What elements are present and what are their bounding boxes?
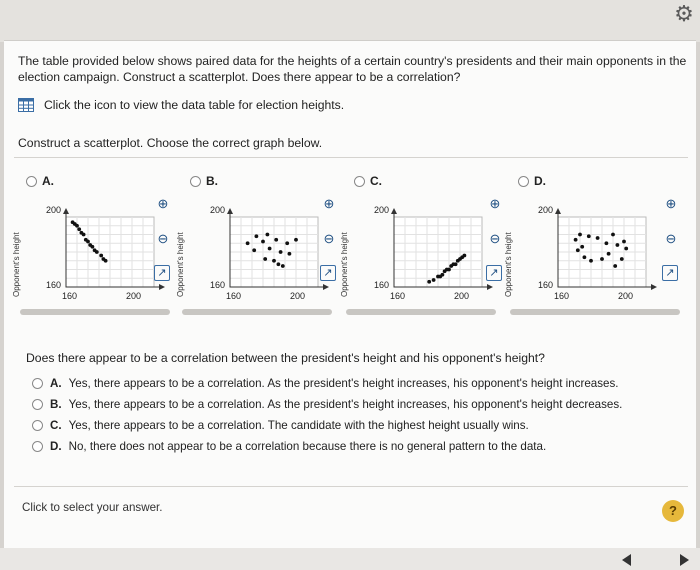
data-point [279, 250, 283, 254]
radio-answer-a[interactable] [32, 378, 43, 389]
data-point [574, 238, 578, 242]
y-axis-label: Opponent's height [12, 232, 21, 297]
x-tick-right: 200 [454, 291, 470, 301]
data-point [277, 262, 281, 266]
data-point [578, 233, 582, 237]
scrollbar-d[interactable] [510, 309, 680, 315]
y-axis-arrow [63, 208, 69, 214]
data-point [607, 252, 611, 256]
x-tick-left: 160 [62, 291, 78, 301]
help-button[interactable]: ? [662, 500, 684, 522]
popout-icon[interactable]: ↗ [486, 265, 502, 281]
answer-option-d[interactable]: D. No, there does not appear to be a correlation because there is no general pattern to the data. [32, 440, 546, 453]
zoom-in-icon[interactable]: ⊕ [323, 196, 335, 211]
popout-icon[interactable]: ↗ [320, 265, 336, 281]
top-bar [0, 0, 700, 42]
y-axis-label: Opponent's height [504, 232, 513, 297]
y-tick-bottom: 160 [46, 280, 62, 290]
radio-answer-c[interactable] [32, 420, 43, 431]
y-axis-arrow [555, 208, 561, 214]
y-tick-top: 200 [538, 205, 554, 215]
data-point [454, 262, 458, 266]
data-point [427, 280, 431, 284]
data-point [441, 273, 445, 277]
data-point [255, 234, 259, 238]
popout-icon[interactable]: ↗ [662, 265, 678, 281]
x-tick-right: 200 [126, 291, 142, 301]
data-point [274, 238, 278, 242]
question-panel [4, 40, 696, 551]
gear-icon[interactable]: ⚙ [674, 1, 694, 26]
data-point [281, 264, 285, 268]
data-point [580, 245, 584, 249]
data-table-link-label: Click the icon to view the data table for election heights. [44, 98, 345, 112]
data-point [596, 236, 600, 240]
data-point [447, 268, 451, 272]
data-point [82, 233, 86, 237]
y-tick-top: 200 [210, 205, 226, 215]
graph-option-c[interactable]: C. [354, 174, 382, 188]
divider [14, 486, 688, 487]
data-point [432, 278, 436, 282]
data-point [263, 257, 267, 261]
data-point [261, 240, 265, 244]
scrollbar-a[interactable] [20, 309, 170, 315]
data-point [294, 238, 298, 242]
instruction-text: Construct a scatterplot. Choose the correct graph below. [18, 136, 323, 150]
data-point [86, 240, 90, 244]
data-table-link[interactable] [18, 98, 344, 112]
data-point [246, 241, 250, 245]
data-point [77, 227, 81, 231]
x-tick-left: 160 [554, 291, 570, 301]
graph-option-d[interactable]: D. [518, 174, 546, 188]
zoom-controls-c [486, 195, 506, 298]
zoom-out-icon[interactable]: ⊖ [489, 231, 501, 246]
data-point [576, 248, 580, 252]
data-point [95, 250, 99, 254]
y-tick-bottom: 160 [210, 280, 226, 290]
zoom-controls-b [320, 195, 340, 298]
y-axis-arrow [391, 208, 397, 214]
graph-option-a[interactable]: A. [26, 174, 54, 188]
data-point [600, 257, 604, 261]
popout-icon[interactable]: ↗ [154, 265, 170, 281]
zoom-controls-d [662, 195, 682, 298]
y-tick-bottom: 160 [374, 280, 390, 290]
y-axis-label: Opponent's height [176, 232, 185, 297]
divider [14, 157, 688, 158]
x-tick-left: 160 [390, 291, 406, 301]
data-point [622, 240, 626, 244]
data-point [589, 259, 593, 263]
y-tick-top: 200 [46, 205, 62, 215]
data-point [99, 254, 103, 258]
radio-answer-b[interactable] [32, 399, 43, 410]
zoom-out-icon[interactable]: ⊖ [323, 231, 335, 246]
data-point [285, 241, 289, 245]
data-point [268, 247, 272, 251]
data-point [252, 248, 256, 252]
answer-option-c[interactable]: C. Yes, there appears to be a correlation. The candidate with the highest height usually wins. [32, 419, 529, 432]
data-point [288, 252, 292, 256]
bottom-bar [0, 548, 700, 570]
scrollbar-b[interactable] [182, 309, 332, 315]
data-point [91, 245, 95, 249]
answer-option-b[interactable]: B. Yes, there appears to be a correlation. As the president's height increases, his opponent's height decreases. [32, 398, 622, 411]
data-point [613, 264, 617, 268]
graph-option-b[interactable]: B. [190, 174, 218, 188]
radio-answer-d[interactable] [32, 441, 43, 452]
data-point [620, 257, 624, 261]
data-point [463, 254, 467, 258]
y-axis-arrow [227, 208, 233, 214]
x-tick-right: 200 [290, 291, 306, 301]
data-point [272, 259, 276, 263]
x-axis-arrow [651, 284, 657, 290]
radio-d[interactable] [518, 176, 529, 187]
zoom-in-icon[interactable]: ⊕ [157, 196, 169, 211]
x-tick-right: 200 [618, 291, 634, 301]
radio-b[interactable] [190, 176, 201, 187]
footer-hint: Click to select your answer. [22, 501, 163, 514]
y-tick-bottom: 160 [538, 280, 554, 290]
zoom-in-icon[interactable]: ⊕ [489, 196, 501, 211]
y-axis-label: Opponent's height [340, 232, 349, 297]
radio-c[interactable] [354, 176, 365, 187]
data-point [104, 259, 108, 263]
data-point [587, 234, 591, 238]
table-icon[interactable] [18, 98, 34, 112]
x-tick-left: 160 [226, 291, 242, 301]
answer-option-a[interactable]: A. Yes, there appears to be a correlation. As the president's height increases, his opponent's height increases. [32, 377, 619, 390]
zoom-controls-a [154, 195, 174, 298]
question2-text: Does there appear to be a correlation between the president's height and his opponent's height? [26, 351, 545, 365]
data-point [75, 224, 79, 228]
next-arrow-icon[interactable] [680, 554, 689, 566]
data-point [266, 233, 270, 237]
previous-arrow-icon[interactable] [622, 554, 631, 566]
data-point [605, 241, 609, 245]
data-point [624, 247, 628, 251]
scrollbar-c[interactable] [346, 309, 496, 315]
y-tick-top: 200 [374, 205, 390, 215]
radio-a[interactable] [26, 176, 37, 187]
question-text: The table provided below shows paired data for the heights of a certain country's presidents and their main opponents in the election campaign. Construct a scatterplot. Does there appear to be a correlation? [18, 54, 687, 84]
zoom-in-icon[interactable]: ⊕ [665, 196, 677, 211]
data-point [616, 243, 620, 247]
zoom-out-icon[interactable]: ⊖ [157, 231, 169, 246]
data-point [583, 255, 587, 259]
zoom-out-icon[interactable]: ⊖ [665, 231, 677, 246]
data-point [611, 233, 615, 237]
